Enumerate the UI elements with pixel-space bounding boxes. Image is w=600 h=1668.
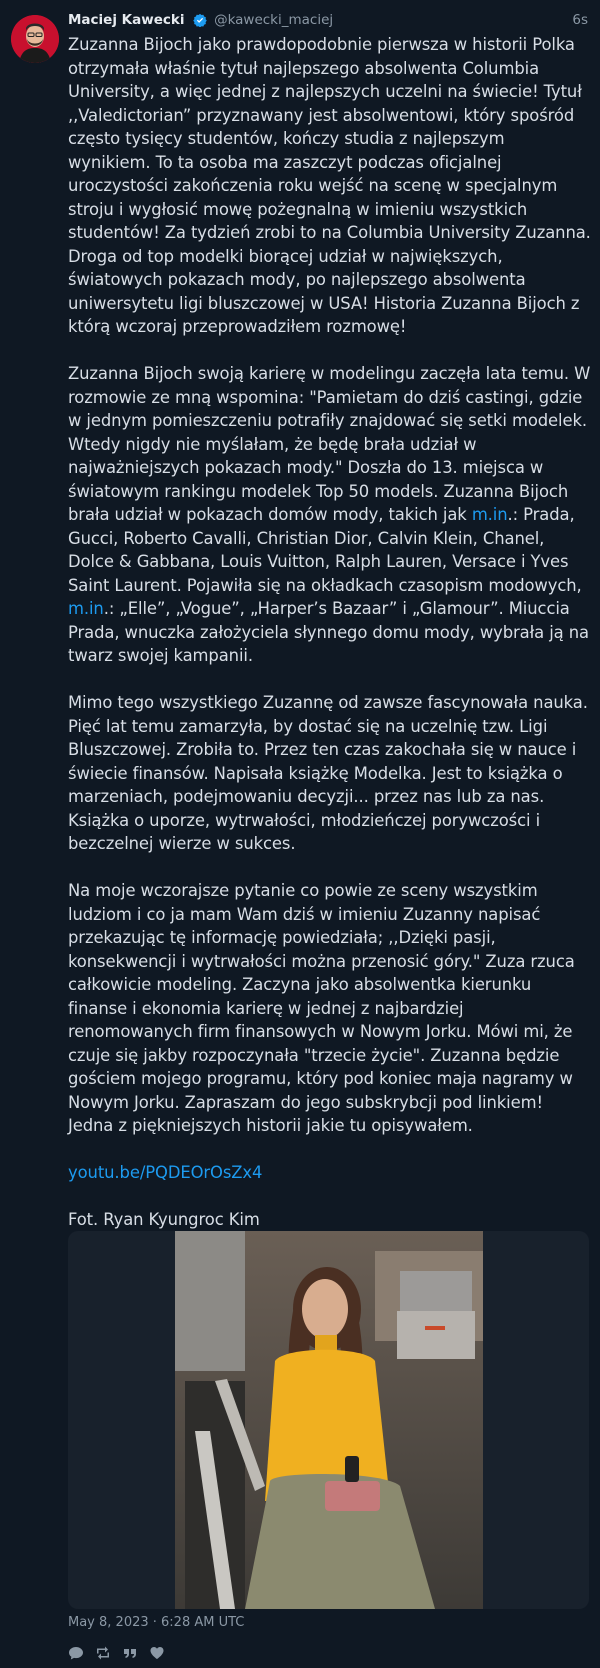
tweet-link-paragraph [68,1161,592,1185]
attached-photo[interactable] [175,1231,483,1609]
retweet-icon[interactable] [95,1645,111,1661]
hashtag-link[interactable]: m.in [471,505,508,524]
tweet-paragraph-4: Na moje wczorajsze pytanie co powie ze sceny wszystkim ludziom i co ja mam Wam dziś w imieniu Zuzanny napisać przekazując tę informację powiedziała; ,,Dzięki pasji, konsekwencji i wytrwałości można przenosić góry." Zuza rzuca całkowicie modeling. Zaczyna jako absolwentka kierunku finanse i ekonomia karierę w jednej z najbardziej renomowanych firm finansowych w Nowym Jorku. Mówi mi, że czuje się jakby rozpoczynała "trzecie życie". Zuzanna będzie gościem mojego programu, który pod koniec maja nagramy w Nowym Jorku. Zapraszam do jego subskrybcji pod linkiem! Jedna z piękniejszych historii jakie tu opisywałem. [68,881,575,1135]
username[interactable]: @kawecki_maciej [214,12,334,28]
tweet-content [68,33,592,1232]
tweet-media[interactable] [68,1231,589,1609]
paragraph-text: .: Prada, Gucci, Roberto Cavalli, Christian Dior, Calvin Klein, Chanel, Dolce & Gabbana, Louis Vuitton, Ralph Lauren, Versace i Yves Saint Laurent. Pojawiła się na okładkach czasopism modowych, [68,505,582,595]
photo-credit: Fot. Ryan Kyungroc Kim [68,1210,260,1229]
comment-icon[interactable] [68,1645,84,1661]
paragraph-text: .: „Elle”, „Vogue”, „Harper’s Bazaar” i „Glamour”. Miuccia Prada, wnuczka założyciela słynnego domu mody, wybrała ją na twarz swojej kampanii. [68,599,589,665]
avatar[interactable] [11,15,59,63]
fullname[interactable]: Maciej Kawecki [68,12,185,28]
quote-icon[interactable] [122,1645,138,1661]
tweet-paragraph-1: Zuzanna Bijoch jako prawdopodobnie pierwsza w historii Polka otrzymała właśnie tytuł najlepszego absolwenta Columbia University, a więc jednej z najlepszych uczelni na świecie! Tytuł ,,Valedictorian” przyznawany jest absolwentowi, który spośród często tysięcy studentów, kończy studia z najlepszym wynikiem. To ta osoba ma zaszczyt podczas oficjalnej uroczystości zakończenia roku wejść na scenę w specjalnym stroju i wygłosić mowę pożegnalną w imieniu wszystkich studentów! Za tydzień zrobi to na Columbia University Zuzanna. Droga od top modelki biorącej udział w największych, światowych pokazach mody, po najlepszego absolwenta uniwersytetu ligi bluszczowej w USA! Historia Zuzanna Bijoch z którą wczoraj przeprowadziłem rozmowę! [68,35,591,336]
hashtag-link[interactable]: m.in [68,599,104,618]
heart-icon[interactable] [149,1645,165,1661]
tweet-paragraph-2 [68,362,592,668]
tweet-time[interactable]: 6s [572,12,588,28]
tweet-date[interactable]: May 8, 2023 · 6:28 AM UTC [68,1615,245,1630]
tweet-stats [68,1642,171,1658]
tweet-header [68,10,588,30]
paragraph-text: Zuzanna Bijoch swoją karierę w modelingu zaczęła lata temu. W rozmowie ze mną wspomina: "Pamietam do dziś castingi, gdzie w jednym pomieszczeniu potrafiły znajdować się setki modelek. Wtedy nigdy nie myślałam, że będę brała udział w najważniejszych pokazach mody." Doszła do 13. miejsca w światowym rankingu modelek Top 50 models. Zuzanna Bijoch brała udział w pokazach domów mody, takich jak [68,364,591,524]
verified-badge-icon [193,13,207,33]
tweet-paragraph-3: Mimo tego wszystkiego Zuzannę od zawsze fascynowała nauka. Pięć lat temu zamarzyła, by dostać się na uczelnię tzw. Ligi Bluszczowej. Zrobiła to. Przez ten czas zakochała się w nauce i świecie finansów. Napisała książkę Modelka. Jest to książka o marzeniach, podejmowaniu decyzji... przez nas lub za nas. Książka o uporze, wytrwałości, młodzieńczej porywczości i bezczelnej wierze w sukces. [68,693,588,853]
youtube-link[interactable]: youtu.be/PQDEOrOsZx4 [68,1163,263,1182]
